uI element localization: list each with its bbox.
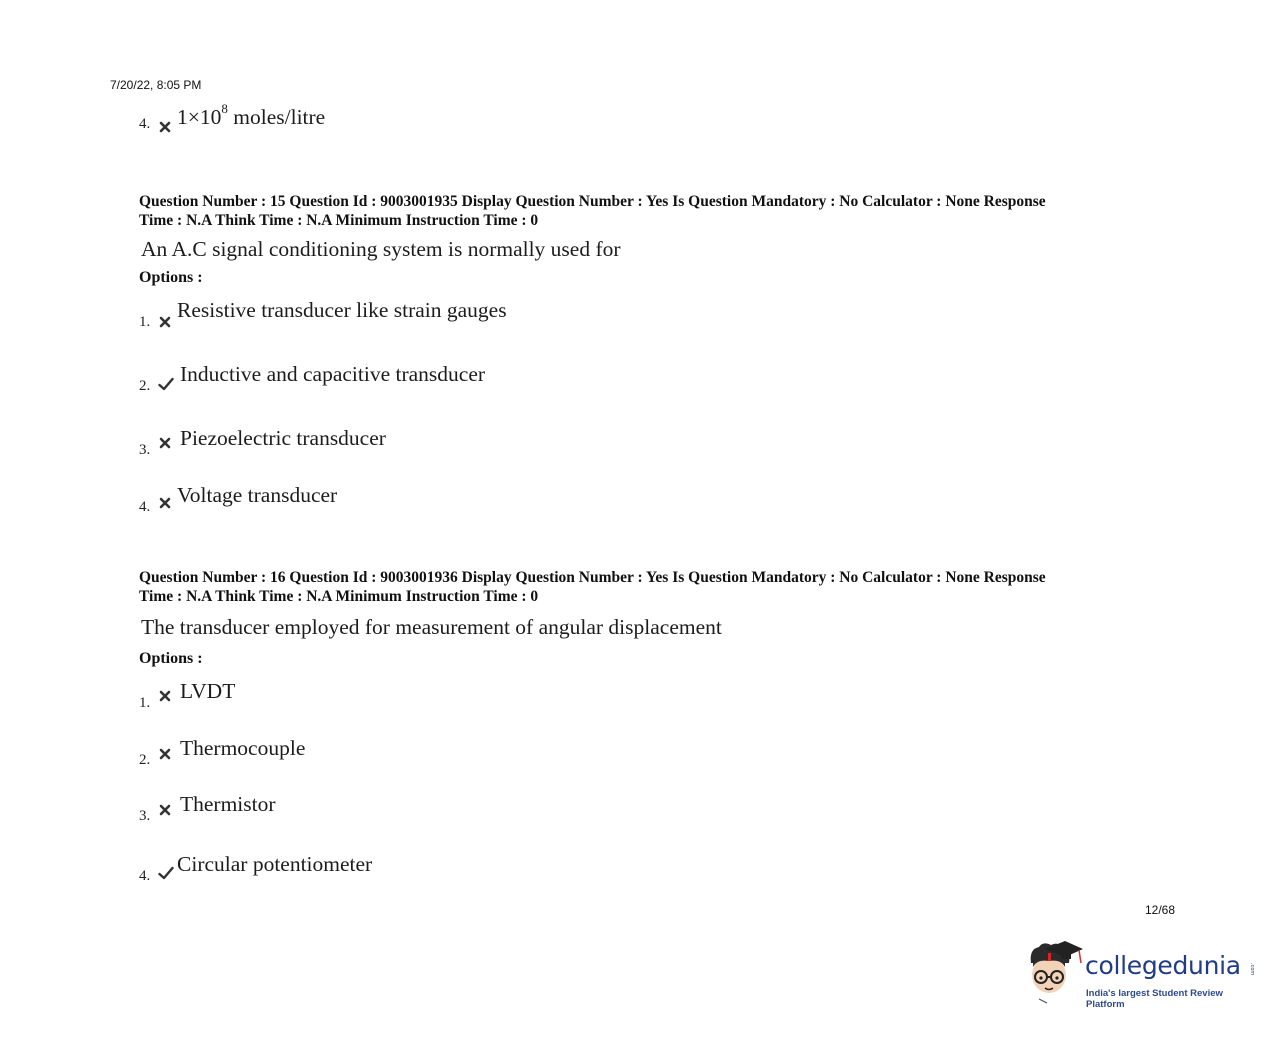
check-icon [158,866,174,880]
option-text: Circular potentiometer [177,852,373,876]
print-timestamp: 7/20/22, 8:05 PM [110,78,202,92]
cross-icon [158,689,172,703]
mascot-icon [1023,939,1085,1005]
option-number: 4. [139,868,151,884]
option-text: Thermistor [180,792,276,816]
cross-icon [158,747,172,761]
cross-icon [158,436,172,450]
option-text-base: 1×10 [177,105,222,130]
check-icon [158,377,174,391]
question-16-meta [139,568,1149,606]
question-15-options-label: Options : [139,269,203,286]
cross-icon [158,496,172,510]
page-number: 12/68 [1145,903,1176,917]
option-number: 4. [139,499,151,515]
question-15-meta [139,192,1149,230]
logo-brand-text: collegedunia [1085,951,1241,980]
question-meta-line1: Question Number : 15 Question Id : 9003001935 Display Question Number : Yes Is Question Mandatory : No Calculator : None Response [139,193,1046,210]
cross-icon [158,315,172,329]
collegedunia-logo [1023,937,1263,1010]
option-number: 1. [139,695,151,711]
logo-domain-suffix: .com [1249,963,1255,976]
option-text: Inductive and capacitive transducer [180,362,486,386]
option-number: 3. [139,442,151,458]
option-text: Piezoelectric transducer [180,426,386,450]
option-number: 2. [139,752,151,768]
logo-tagline: India's largest Student Review Platform [1086,988,1223,1010]
question-meta-line2: Time : N.A Think Time : N.A Minimum Instruction Time : 0 [139,212,539,229]
option-text-unit: moles/litre [227,105,326,130]
cross-icon [158,803,172,817]
option-number: 3. [139,808,151,824]
option-text: LVDT [180,679,236,703]
question-16-options-label: Options : [139,650,203,667]
option-number: 4. [139,116,151,132]
question-meta-line2: Time : N.A Think Time : N.A Minimum Instruction Time : 0 [139,588,539,605]
option-number: 1. [139,314,151,330]
question-16-text: The transducer employed for measurement of angular displacement [141,615,722,639]
option-text: Voltage transducer [177,483,338,507]
cross-icon [158,120,172,134]
option-number: 2. [139,378,151,394]
option-text: Resistive transducer like strain gauges [177,298,507,322]
option-text-exponent: 8 [221,101,228,116]
question-15-text: An A.C signal conditioning system is normally used for [141,237,621,261]
option-text: Thermocouple [180,736,306,760]
question-meta-line1: Question Number : 16 Question Id : 9003001936 Display Question Number : Yes Is Question Mandatory : No Calculator : None Response [139,569,1046,586]
option-text [177,101,326,130]
